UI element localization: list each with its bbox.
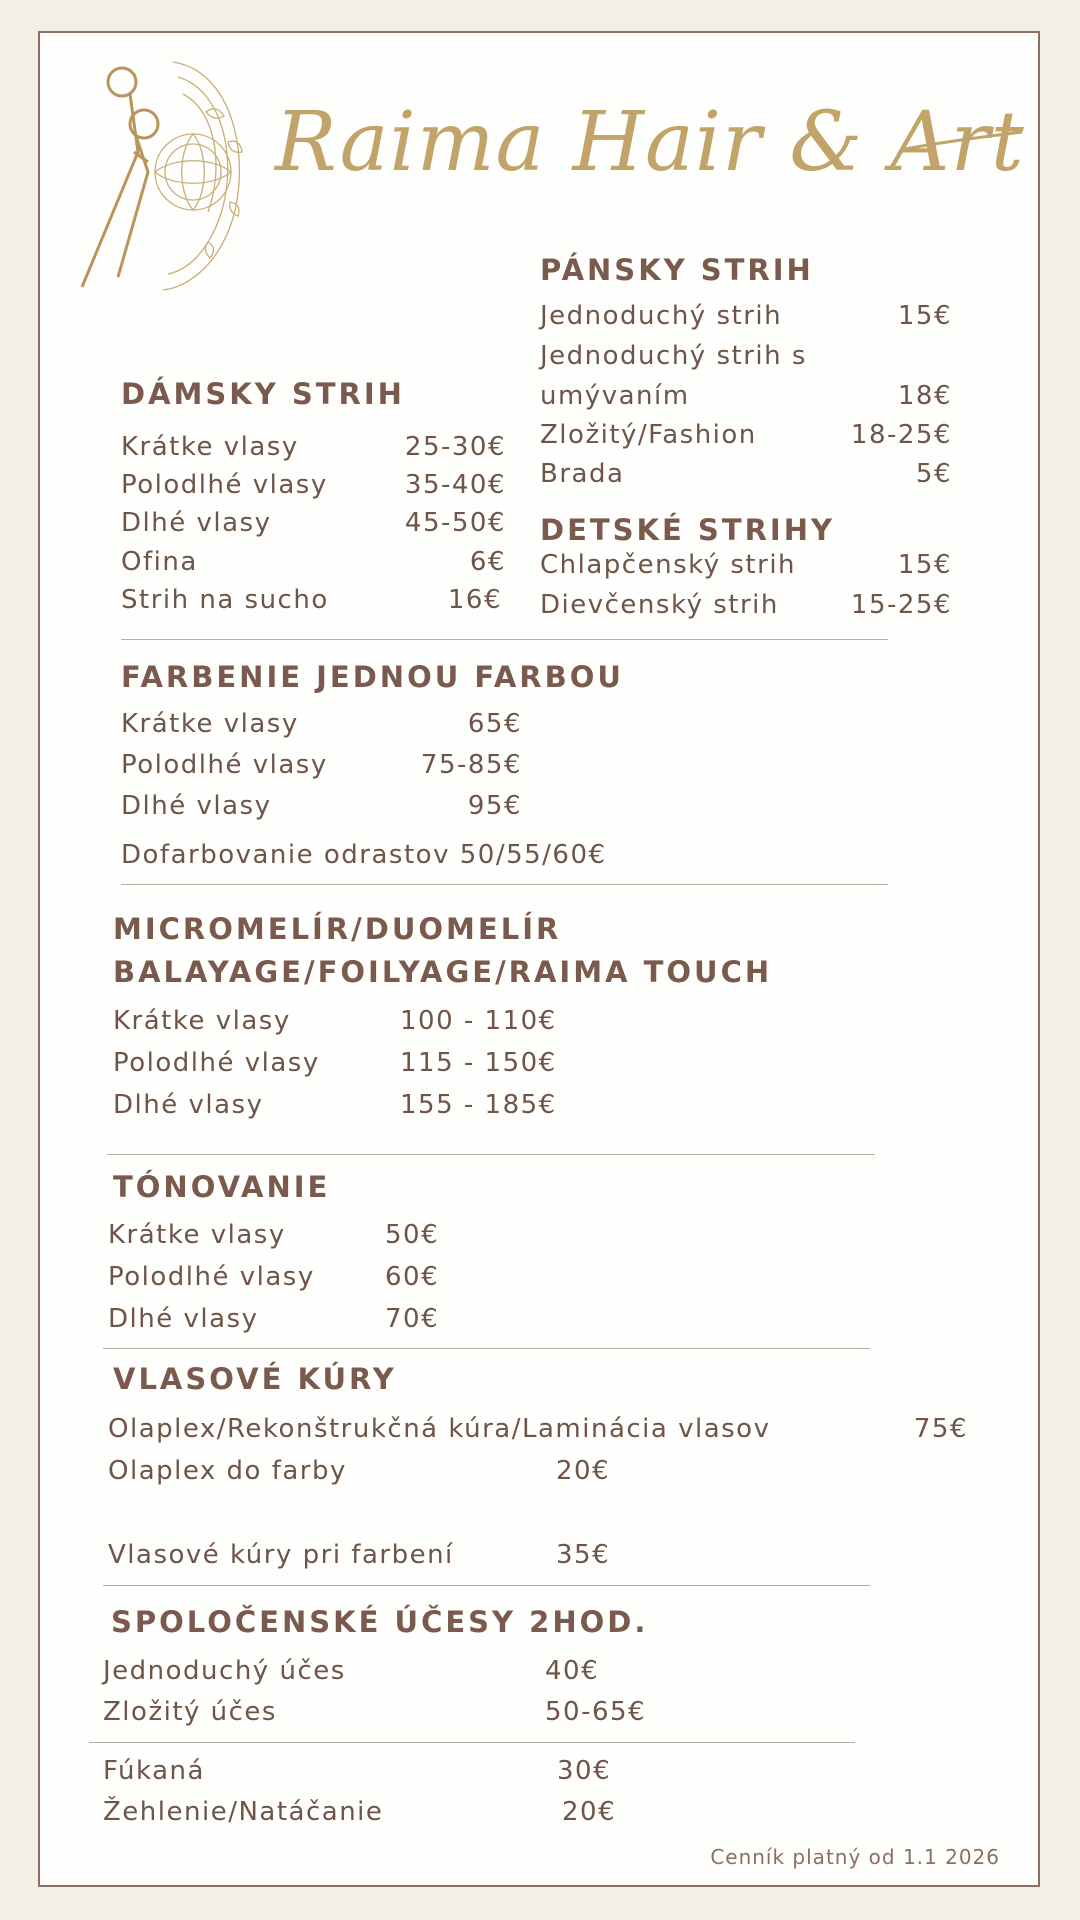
mens-cut-heading: PÁNSKY STRIH [540, 253, 814, 287]
coloring-item-price: 65€ [467, 709, 522, 739]
toning-item-label: Dlhé vlasy [108, 1304, 259, 1334]
extras-item-label: Žehlenie/Natáčanie [103, 1797, 384, 1827]
brand-name: Raima Hair & Art [275, 95, 1025, 190]
toning-item-price: 70€ [385, 1304, 440, 1334]
highlights-item-price: 115 - 150€ [400, 1048, 557, 1078]
toning-heading: TÓNOVANIE [113, 1170, 331, 1204]
styling-heading: SPOLOČENSKÉ ÚČESY 2HOD. [111, 1605, 649, 1639]
treatments-item-price: 20€ [556, 1456, 611, 1486]
highlights-item-price: 155 - 185€ [400, 1090, 557, 1120]
regrowth-coloring-note: Dofarbovanie odrastov 50/55/60€ [121, 840, 607, 870]
treatments-item-label: Vlasové kúry pri farbení [108, 1540, 454, 1570]
coloring-item-label: Polodlhé vlasy [121, 750, 328, 780]
coloring-item-price: 95€ [467, 791, 522, 821]
highlights-item-label: Krátke vlasy [113, 1006, 291, 1036]
womens-item-label: Polodlhé vlasy [121, 470, 328, 500]
divider [121, 639, 888, 640]
styling-item-price: 40€ [545, 1656, 600, 1686]
toning-item-label: Krátke vlasy [108, 1220, 286, 1250]
styling-item-label: Zložitý účes [103, 1697, 277, 1727]
treatments-item-price: 75€ [913, 1414, 968, 1444]
womens-item-label: Strih na sucho [121, 585, 329, 615]
extras-item-price: 20€ [562, 1797, 617, 1827]
highlights-item-price: 100 - 110€ [400, 1006, 557, 1036]
mens-item-price: 5€ [915, 459, 952, 489]
divider [121, 884, 888, 885]
coloring-item-label: Krátke vlasy [121, 709, 299, 739]
coloring-item-price: 75-85€ [420, 750, 522, 780]
divider [103, 1585, 870, 1586]
womens-item-label: Ofina [121, 547, 198, 577]
styling-item-label: Jednoduchý účes [103, 1656, 346, 1686]
kids-item-label: Chlapčenský strih [540, 550, 797, 580]
toning-item-price: 50€ [385, 1220, 440, 1250]
extras-item-price: 30€ [557, 1756, 612, 1786]
logo-swash [900, 128, 1025, 158]
coloring-heading: FARBENIE JEDNOU FARBOU [121, 660, 624, 694]
womens-item-price: 35-40€ [404, 470, 506, 500]
treatments-item-label: Olaplex/Rekonštrukčná kúra/Laminácia vlasov [108, 1414, 771, 1444]
kids-item-price: 15€ [897, 550, 952, 580]
scissors-mandala-icon [78, 52, 258, 297]
extras-item-label: Fúkaná [103, 1756, 205, 1786]
highlights-item-label: Dlhé vlasy [113, 1090, 264, 1120]
womens-item-label: Krátke vlasy [121, 432, 299, 462]
divider [89, 1742, 855, 1743]
treatments-heading: VLASOVÉ KÚRY [113, 1362, 397, 1396]
highlights-item-label: Polodlhé vlasy [113, 1048, 320, 1078]
treatments-item-label: Olaplex do farby [108, 1456, 347, 1486]
womens-item-label: Dlhé vlasy [121, 508, 272, 538]
coloring-item-label: Dlhé vlasy [121, 791, 272, 821]
highlights-heading-line2: BALAYAGE/FOILYAGE/RAIMA TOUCH [113, 955, 773, 989]
styling-item-price: 50-65€ [545, 1697, 647, 1727]
mens-item-label: Jednoduchý strih [540, 301, 783, 331]
mens-item-price: 18-25€ [850, 420, 952, 450]
mens-item-label-continued: umývaním [540, 381, 690, 411]
toning-item-price: 60€ [385, 1262, 440, 1292]
mens-item-price: 15€ [897, 301, 952, 331]
kids-cut-heading: DETSKÉ STRIHY [540, 513, 835, 547]
treatments-item-price: 35€ [556, 1540, 611, 1570]
womens-item-price: 6€ [469, 547, 506, 577]
mens-item-label: Brada [540, 459, 625, 489]
price-list-validity-note: Cenník platný od 1.1 2026 [710, 1845, 1000, 1869]
womens-cut-heading: DÁMSKY STRIH [121, 377, 405, 411]
womens-item-price: 45-50€ [404, 508, 506, 538]
womens-item-price: 16€ [447, 585, 502, 615]
mens-item-label: Zložitý/Fashion [540, 420, 757, 450]
kids-item-price: 15-25€ [850, 590, 952, 620]
mens-item-label: Jednoduchý strih s [540, 341, 807, 371]
divider [103, 1348, 870, 1349]
highlights-heading-line1: MICROMELÍR/DUOMELÍR [113, 912, 562, 946]
mens-item-price: 18€ [897, 381, 952, 411]
divider [107, 1154, 875, 1155]
womens-item-price: 25-30€ [404, 432, 506, 462]
toning-item-label: Polodlhé vlasy [108, 1262, 315, 1292]
kids-item-label: Dievčenský strih [540, 590, 779, 620]
